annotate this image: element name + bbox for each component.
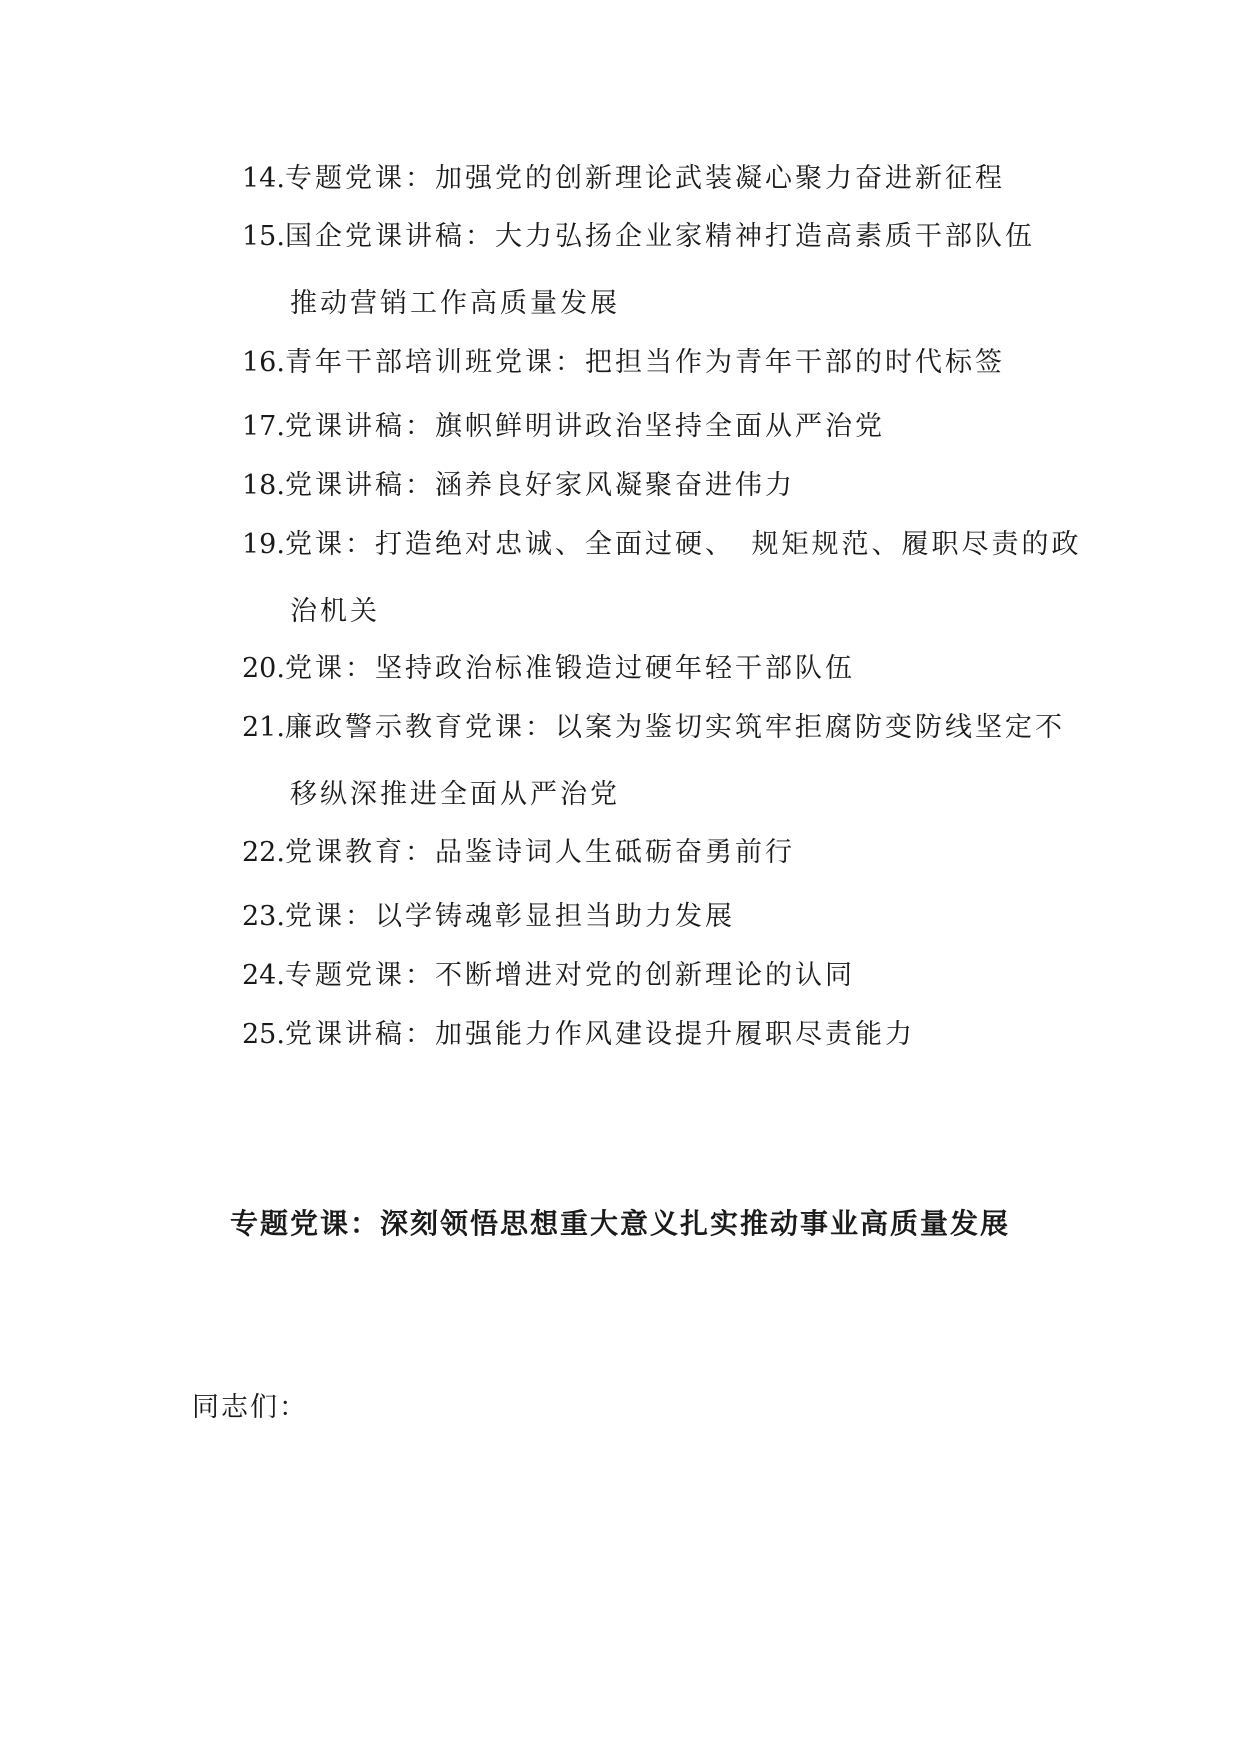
toc-item-number: 20.: [242, 653, 285, 684]
toc-item-23: [242, 900, 735, 934]
toc-item-title: 党课：打造绝对忠诚、全面过硬、 规矩规范、履职尽责的政: [284, 529, 1082, 560]
toc-item-title: 党课讲稿：涵养良好家风凝聚奋进伟力: [284, 470, 795, 501]
toc-item-number: 16.: [242, 347, 285, 378]
salutation: 同志们：: [192, 1392, 308, 1423]
toc-item-title: 专题党课：加强党的创新理论武装凝心聚力奋进新征程: [284, 163, 1005, 194]
toc-item-title: 青年干部培训班党课：把担当作为青年干部的时代标签: [284, 347, 1005, 378]
toc-item-21-continuation: 移纵深推进全面从严治党: [290, 779, 620, 810]
toc-item-20: [242, 652, 855, 686]
toc-item-number: 25.: [242, 1019, 285, 1050]
toc-item-number: 19.: [242, 529, 285, 560]
toc-item-15: [242, 220, 1035, 254]
toc-item-title: 专题党课：不断增进对党的创新理论的认同: [284, 960, 855, 991]
toc-item-title: 廉政警示教育党课：以案为鉴切实筑牢拒腐防变防线坚定不: [284, 712, 1065, 743]
toc-item-15-continuation: 推动营销工作高质量发展: [290, 288, 620, 319]
toc-item-16: [242, 346, 1005, 380]
toc-item-number: 18.: [242, 470, 285, 501]
toc-item-title: 党课讲稿：旗帜鲜明讲政治坚持全面从严治党: [284, 411, 885, 442]
toc-item-25: [242, 1018, 915, 1052]
toc-item-number: 14.: [242, 163, 285, 194]
toc-item-number: 21.: [242, 712, 285, 743]
toc-item-19-continuation: 治机关: [290, 596, 380, 627]
toc-item-22: [242, 836, 795, 870]
toc-item-title: 党课：以学铸魂彰显担当助力发展: [284, 901, 735, 932]
toc-item-14: [242, 162, 1005, 196]
toc-item-title: 党课教育：品鉴诗词人生砥砺奋勇前行: [284, 837, 795, 868]
toc-item-title: 党课：坚持政治标准锻造过硬年轻干部队伍: [284, 653, 855, 684]
toc-item-number: 22.: [242, 837, 285, 868]
toc-item-24: [242, 959, 855, 993]
toc-item-21: [242, 711, 1065, 745]
section-title: 专题党课：深刻领悟思想重大意义扎实推动事业高质量发展: [229, 1207, 1010, 1240]
toc-item-title: 党课讲稿：加强能力作风建设提升履职尽责能力: [284, 1019, 915, 1050]
toc-item-17: [242, 410, 885, 444]
toc-item-number: 15.: [242, 221, 285, 252]
toc-item-number: 17.: [242, 411, 285, 442]
toc-item-number: 24.: [242, 960, 285, 991]
toc-item-18: [242, 469, 795, 503]
toc-item-19: [242, 528, 1081, 562]
toc-item-title: 国企党课讲稿：大力弘扬企业家精神打造高素质干部队伍: [284, 221, 1035, 252]
toc-item-number: 23.: [242, 901, 285, 932]
